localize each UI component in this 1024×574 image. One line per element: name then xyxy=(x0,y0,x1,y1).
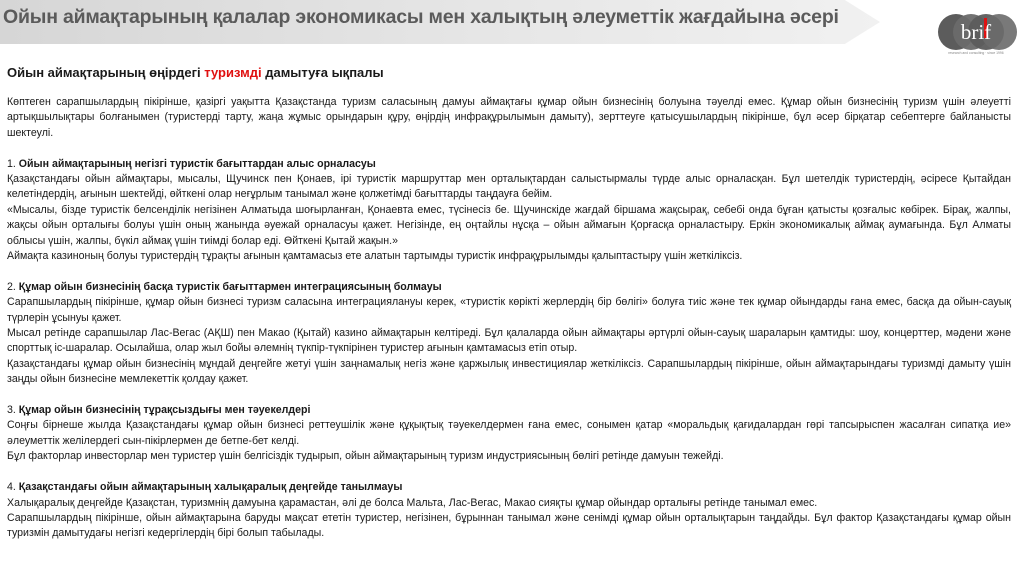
intro-paragraph: Көптеген сарапшылардың пікірінше, қазіргі уақытта Қазақстанда туризм саласының дамуы аймақтағы құмар ойын бизнесінің болуына тәуелді емес. Құмар ойын бизнесінің туризм үшін әлеуетті артықшылықтары болғанымен (туристерді тарту, жаңа жұмыс орындарын құру, өңірдің инфрақұрылымын дамыту), зерттеуге қатысушылардың пікірінше, бұл әсер бірқатар себептерге байланысты шектеулі. xyxy=(7,96,1011,139)
point-3-heading xyxy=(7,403,1011,418)
point-1-paragraph-2: «Мысалы, бізде туристік белсенділік негізінен Алматыда шоғырланған, Қонаевта емес, түсінесіз бе. Щучинскіде жағдай біршама жақсырақ, себебі онда бұған қатысты қозғалыс көбірек. Бірақ, жалпы, жақсы ойын орталығы болуы үшін оның жанында әуежай орналасуы қажет. Негізінде, ең оңтайлы нұсқа – ойын аймағын Қорғасқа орналастыру. Еркін экономикалық аймақ аумағында. Бұл Алматы облысы үшін, жалпы, бүкіл аймақ үшін тиімді болар еді. Өйткені Қытай жақын.» xyxy=(7,203,1011,247)
section-title-start: Ойын аймақтарының өңірдегі xyxy=(7,65,205,80)
point-3-paragraph-2: Бұл факторлар инвесторлар мен туристер үшін белгісіздік тудырып, ойын аймақтарының туризм индустриясының бөлігі ретінде дамуын тежейді. xyxy=(7,450,724,463)
brif-logo xyxy=(936,12,1018,56)
point-4-title: Қазақстандағы ойын аймақтарының халықаралық деңгейде танылмауы xyxy=(18,481,403,494)
point-4-heading xyxy=(7,480,1011,495)
section-title-highlight: туризмді xyxy=(204,65,262,80)
point-2-number: 2. xyxy=(7,280,16,293)
point-1-heading xyxy=(7,157,1011,172)
point-2-paragraph-3: Қазақстандағы құмар ойын бизнесінің мұндай деңгейге жетуі үшін заңнамалық негіз және қаржылық инвестициялар жеткіліксіз. Сарапшылардың пікірінше, ойын аймақтарындағы туризмді дамыту үшін заңды ойын бизнесіне мемлекеттік қолдау қажет. xyxy=(7,357,1011,386)
slide-title: Ойын аймақтарының қалалар экономикасы мен халықтың әлеуметтік жағдайына әсері xyxy=(3,6,839,28)
logo-tagline: research and consulting · since 1996 xyxy=(948,51,1004,55)
content xyxy=(7,65,1011,542)
point-2-title: Құмар ойын бизнесінің басқа туристік бағыттармен интеграциясының болмауы xyxy=(18,280,442,293)
point-1-title: Ойын аймақтарының негізгі туристік бағыттардан алыс орналасуы xyxy=(18,157,376,170)
point-3-number: 3. xyxy=(7,404,16,417)
logo-text: brif xyxy=(960,20,992,44)
point-4-paragraph-1: Халықаралық деңгейде Қазақстан, туризмнің дамуына қарамастан, әлі де болса Мальта, Лас-Вегас, Макао сияқты құмар ойындар орталығы ретінде танымал емес. xyxy=(7,496,818,509)
section-title xyxy=(7,65,1011,81)
point-1-number: 1. xyxy=(7,157,16,170)
section-title-end: дамытуға ықпалы xyxy=(261,65,384,80)
point-2-paragraph-1: Сарапшылардың пікірінше, құмар ойын бизнесі туризм саласына интеграциялануы керек, «туристік көрікті жерлердің бір бөлігі» болуға тиіс және тек құмар ойындарды ғана емес, басқа да ойын-сауық түрлерін ұсынуы қажет. xyxy=(7,296,1011,324)
point-2-heading xyxy=(7,280,1011,295)
point-4-number: 4. xyxy=(7,481,16,494)
point-1-paragraph-3: Аймақта казиноның болуы туристердің тұрақты ағынын қамтамасыз ете алатын тартымды туристік инфрақұрылымды қалыптастыру үшін жеткіліксіз. xyxy=(7,250,743,263)
point-3-paragraph-1: Соңғы бірнеше жылда Қазақстандағы құмар ойын бизнесі реттеушілік және құқықтық тәуекелдермен ғана емес, сонымен қатар «моральдық қағидалардан гөрі тапсырыспен жасалған сипатқа ие» әлеуметтік желілердегі сын-пікірлермен де бетпе-бет келді. xyxy=(7,419,1011,447)
point-3-title: Құмар ойын бизнесінің тұрақсыздығы мен тәуекелдері xyxy=(18,404,311,417)
point-4-paragraph-2: Сарапшылардың пікірінше, ойын аймақтарына баруды мақсат ететін туристер, негізінен, бұрыннан танымал және сенімді құмар ойын орталықтарын таңдайды. Бұл фактор Қазақстандағы құмар ойын туризмін дамытудағы негізгі кедергілердің бірі болып табылады. xyxy=(7,511,1011,540)
point-2-paragraph-2: Мысал ретінде сарапшылар Лас-Вегас (АҚШ) пен Макао (Қытай) казино аймақтарын келтіреді. Бұл қалаларда ойын аймақтары әртүрлі ойын-сауық шараларын қамтиды: шоу, концерттер, мәдени және спорттық іс-шаралар. Осылайша, олар жыл бойы әлемнің түкпір-түкпірінен туристер ағынын қамтамасыз етіп отыр. xyxy=(7,327,1011,355)
point-1-paragraph-1: Қазақстандағы ойын аймақтары, мысалы, Щучинск пен Қонаев, ірі туристік маршруттар мен орталықтардан салыстырмалы түрде алыс орналасқан. Бұл шетелдік туристердің, әсіресе Қытайдан келетіндердің, ағынын шектейді, өйткені олар неғұрлым танымал және қолжетімді бағыттарды таңдауға бейім. xyxy=(7,173,1011,201)
